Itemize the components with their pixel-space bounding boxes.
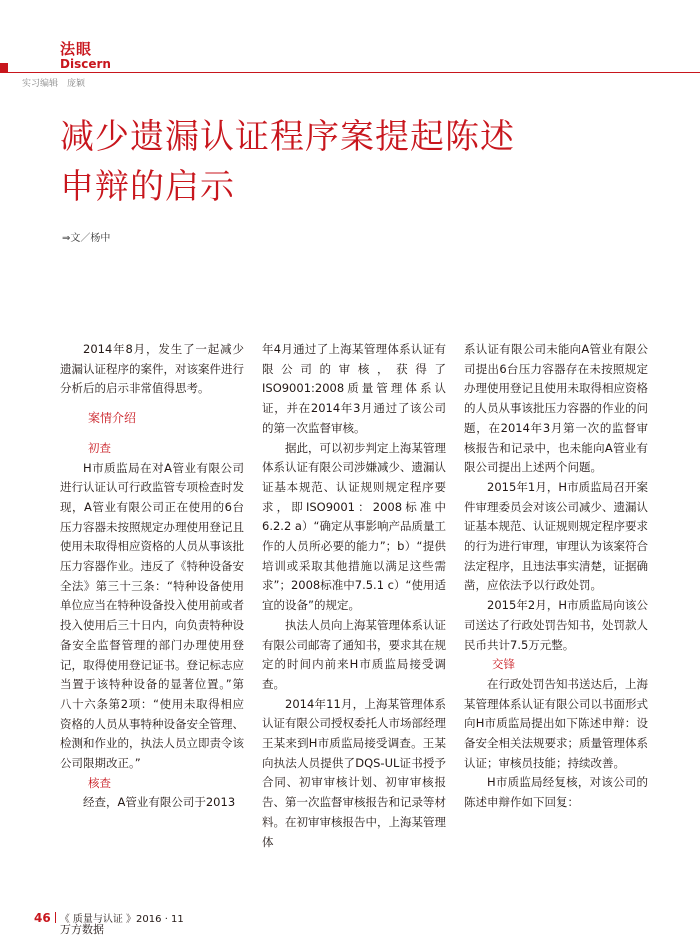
article-title <box>60 112 660 212</box>
paragraph: 执法人员向上海某管理体系认证有限公司邮寄了通知书，要求其在规定的时间内前来H市质监局接受调查。 <box>262 617 446 691</box>
paragraph: 在行政处罚告知书送达后，上海某管理体系认证有限公司以书面形式向H市质监局提出如下陈述申辩：设备安全相关法规要求；质量管理体系认证；审核员技能；持续改善。 <box>464 676 648 770</box>
page-number: 46 <box>34 911 51 925</box>
byline: ⇒文／杨中 <box>62 233 111 244</box>
editor-credit: 实习编辑 庞颖 <box>22 79 86 89</box>
subheading-verification: 核查 <box>88 775 111 790</box>
paragraph: 据此，可以初步判定上海某管理体系认证有限公司涉嫌减少、遗漏认证基本规范、认证规则规定程序要求，即ISO9001：2008标准中6.2.2 a）“确定从事影响产品质量工作的人员所必要的能力”；b）“提供培训或采取其他措施以满足这些需求”；2008标准中7.5.1 c）“使用适宜的设备”的规定。 <box>262 440 446 613</box>
paragraph: 2015年2月，H市质监局向该公司送达了行政处罚告知书，处罚款人民币共计7.5万元整。 <box>464 598 648 652</box>
heading-case-intro: 案情介绍 <box>88 411 137 426</box>
paragraph: 系认证有限公司未能向A管业有限公司提出6台压力容器存在未按照规定办理使用登记且使用未取得相应资格的人员从事该批压力容器的作业的问题，在2014年3月第一次的监督审核报告和记录中，也未能向A管业有限公司提出上述两个问题。 <box>464 342 648 475</box>
header-divider <box>0 72 700 73</box>
paragraph: 经查，A管业有限公司于2013 <box>83 795 236 810</box>
paragraph: 2014年8月，发生了一起减少遗漏认证程序的案件，对该案件进行分析后的启示非常值得思考。 <box>60 342 244 396</box>
title-line-2: 申辩的启示 <box>60 167 235 207</box>
paragraph: 2015年1月，H市质监局召开案件审理委员会对该公司减少、遗漏认证基本规范、认证规则规定程序要求的行为进行审理，审理认为该案符合法定程序，且违法事实清楚，证据确凿，应依法予以行政处罚。 <box>464 479 648 593</box>
text-column-3 <box>464 340 648 813</box>
footer-divider <box>55 912 56 923</box>
paragraph: 年4月通过了上海某管理体系认证有限公司的审核，获得了ISO9001:2008质量管理体系认证，并在2014年3月通过了该公司的第一次监督审核。 <box>262 342 446 435</box>
journal-name: 《 质量与认证 》2016 · 11 <box>59 914 184 925</box>
paragraph: 2014年11月，上海某管理体系认证有限公司授权委托人市场部经理王某来到H市质监局接受调查。王某向执法人员提供了DQS-UL证书授予合同、初审审核计划、初审审核报告、第一次监督审核报告和记录等材料。在初审审核报告中，上海某管理体 <box>262 696 446 849</box>
page-footer <box>34 910 184 925</box>
section-title: 法眼 <box>60 40 93 58</box>
subheading-first-check: 初查 <box>88 440 111 455</box>
section-subtitle: Discern <box>60 57 111 71</box>
text-column-1 <box>60 340 244 813</box>
subheading-confrontation: 交锋 <box>492 657 515 672</box>
paragraph: H市质监局经复核，对该公司的陈述申辩作如下回复： <box>464 775 648 810</box>
paragraph: H市质监局在对A管业有限公司进行认证认可行政监管专项检查时发现，A管业有限公司正在使用的6台压力容器未按照规定办理使用登记且使用未取得相应资格的人员从事该批压力容器作业。违反了《特种设备安全法》第三十三条：“特种设备使用单位应当在特种设备投入使用前或者投入使用后三十日内，向负责特种设备安全监督管理的部门办理使用登记，取得使用登记证书。登记标志应当置于该特种设备的显著位置。”第八十六条第2项：“使用未取得相应资格的人员从事特种设备安全管理、检测和作业的，执法人员立即责令该公司限期改正。” <box>60 460 244 771</box>
text-column-2 <box>262 340 446 852</box>
source-watermark: 万方数据 <box>60 923 104 936</box>
title-line-1: 减少遗漏认证程序案提起陈述 <box>60 117 515 157</box>
